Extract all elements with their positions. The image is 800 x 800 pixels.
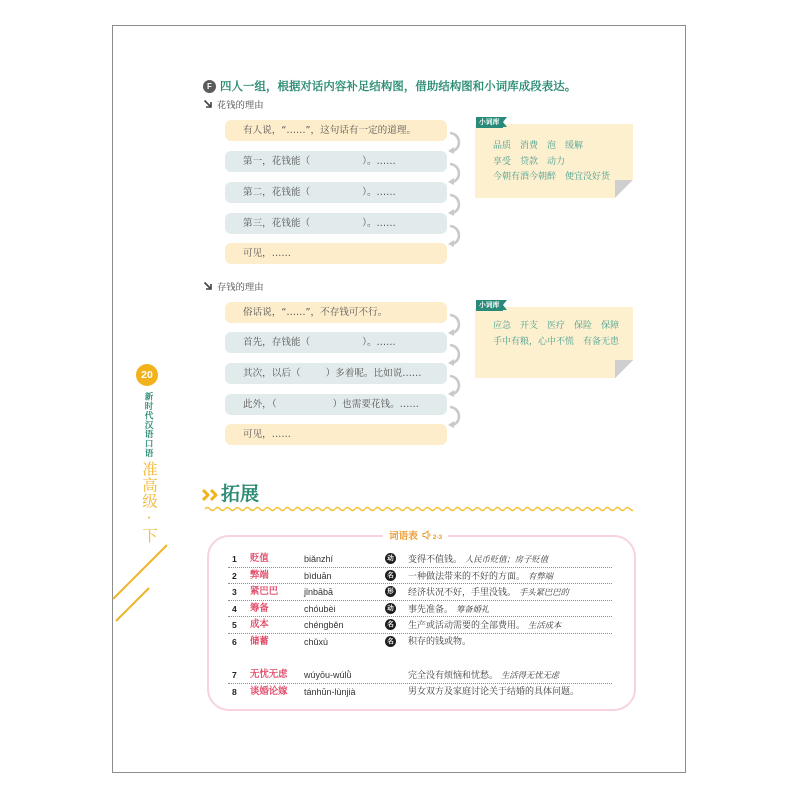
step-text: ）多着呢。比如说…… <box>325 368 422 379</box>
curved-arrow-icon <box>446 193 464 217</box>
vocab-pinyin: chǔxù <box>304 636 329 647</box>
table-row <box>228 617 612 634</box>
curved-arrow-icon <box>446 224 464 248</box>
exercise-instruction: 四人一组，根据对话内容补足结构图，借助结构图和小词库成段表达。 <box>220 79 577 93</box>
step-text: 俗话说，“……”，不存钱可不行。 <box>243 307 388 318</box>
section-title-spending <box>203 99 264 112</box>
vocab-example: 人民币贬值；房子贬值 <box>465 554 548 564</box>
step-text: 第二，花钱能（ <box>243 187 311 198</box>
vocab-word: 贬值 <box>250 553 269 564</box>
step-text: 第一，花钱能（ <box>243 156 311 167</box>
vocab-example: 有弊端 <box>528 570 553 581</box>
step-box <box>225 151 447 172</box>
arrow-down-right-icon <box>203 281 213 291</box>
answer-blank <box>277 397 333 407</box>
vocab-word: 筹备 <box>250 602 269 614</box>
vocab-pinyin: biǎnzhí <box>304 554 334 564</box>
vocab-definition: 经济状况不好，手里没钱。 <box>408 588 517 599</box>
word-bank-word: 动力 <box>547 156 566 167</box>
page-number: 20 <box>136 364 158 386</box>
vocabulary-table-header <box>383 527 448 541</box>
row-number: 4 <box>232 603 237 614</box>
answer-blank <box>301 366 326 376</box>
step-box <box>225 424 447 445</box>
word-bank-tag: 小词库 <box>476 117 503 128</box>
word-bank-word: 保险 <box>574 321 593 331</box>
vocab-pinyin: jǐnbābā <box>304 587 334 598</box>
word-bank-line <box>493 170 619 186</box>
step-box <box>225 302 447 323</box>
vocab-word: 储蓄 <box>250 635 269 647</box>
word-bank-line <box>493 335 628 351</box>
word-bank-word: 开支 <box>520 321 539 331</box>
vocab-definition: 积存的钱或物。 <box>408 636 472 647</box>
step-box <box>225 120 447 141</box>
row-number: 5 <box>232 620 237 631</box>
word-bank-word: 缓解 <box>565 141 584 151</box>
part-of-speech-badge: 动 <box>385 553 396 564</box>
answer-blank <box>310 185 362 195</box>
vocabulary-table-title: 词语表 <box>389 531 418 542</box>
word-bank-words <box>493 139 619 186</box>
arrow-down-right-icon <box>203 99 213 109</box>
audio-track-number: 2-3 <box>432 534 443 541</box>
part-of-speech-badge: 名 <box>385 619 396 630</box>
word-bank-word: 便宜没好货 <box>565 172 611 182</box>
diagonal-lines-decoration <box>112 540 182 630</box>
curved-arrow-icon <box>446 405 464 429</box>
step-text: ）。…… <box>362 187 396 198</box>
vocab-pinyin: tánhūn-lùnjià <box>304 686 356 697</box>
word-bank-line <box>493 155 619 171</box>
step-text: ）。…… <box>362 156 396 167</box>
word-bank-line <box>493 139 619 155</box>
section-title-saving <box>203 281 264 294</box>
word-bank-word: 有备无患 <box>583 336 620 347</box>
curved-arrow-icon <box>446 343 464 367</box>
speaker-audio-icon <box>422 530 432 540</box>
answer-blank <box>310 335 362 345</box>
step-text: ）也需要花钱。…… <box>332 399 419 410</box>
vocab-pinyin: wúyōu-wúlǜ <box>304 670 352 680</box>
word-bank-word: 享受 <box>493 156 512 167</box>
row-number: 7 <box>232 670 237 680</box>
word-bank-word: 保障 <box>601 321 620 331</box>
word-bank-word: 应急 <box>493 321 512 331</box>
step-box <box>225 243 447 264</box>
section-heading-extension: 拓展 <box>221 483 260 505</box>
step-text: ）。…… <box>362 218 396 229</box>
curved-arrow-icon <box>446 162 464 186</box>
step-box <box>225 394 447 415</box>
table-row <box>228 601 612 618</box>
answer-blank <box>310 216 362 226</box>
step-text: 其次，以后（ <box>243 368 301 379</box>
vocab-example: 生活成本 <box>528 620 562 631</box>
word-bank-words <box>493 319 628 350</box>
vocab-word: 谈婚论嫁 <box>250 685 288 697</box>
row-number: 2 <box>232 570 237 581</box>
vocab-word: 紧巴巴 <box>250 586 279 598</box>
vocab-definition: 一种做法带来的不好的方面。 <box>408 571 526 582</box>
row-number: 6 <box>232 636 237 647</box>
exercise-badge: F <box>203 80 216 93</box>
word-bank-word: 今朝有酒今朝醉 <box>493 172 557 182</box>
curved-arrow-icon <box>446 374 464 398</box>
table-row <box>228 584 612 601</box>
vocab-pinyin: bìduān <box>304 570 332 581</box>
step-text: 此外，（ <box>243 399 277 410</box>
vocab-word: 无忧无虑 <box>250 669 288 680</box>
vocab-example: 筹备婚礼 <box>456 603 490 614</box>
vocab-pinyin: chéngběn <box>304 620 344 631</box>
vocabulary-group-main <box>228 551 612 651</box>
page-fold-decoration <box>615 360 633 378</box>
row-number: 8 <box>232 686 237 697</box>
word-bank-word: 贷款 <box>520 156 539 167</box>
word-bank-line <box>493 319 628 335</box>
word-bank-word: 泡 <box>547 141 557 151</box>
vocab-word: 成本 <box>250 619 269 631</box>
word-bank-word: 消费 <box>520 141 539 151</box>
vocab-definition: 完全没有烦恼和忧愁。 <box>408 671 499 681</box>
step-text: 有人说，“……”，这句话有一定的道理。 <box>243 125 417 136</box>
table-row <box>228 684 612 701</box>
part-of-speech-badge: 名 <box>385 570 396 581</box>
step-text: 第三，花钱能（ <box>243 218 311 229</box>
book-series-title: 新时代汉语口语 <box>143 392 153 458</box>
vocab-definition: 事先准备。 <box>408 604 454 615</box>
wavy-divider <box>205 505 633 512</box>
section-title-text: 存钱的理由 <box>217 282 264 293</box>
step-box <box>225 213 447 234</box>
table-row <box>228 667 612 684</box>
table-row <box>228 568 612 585</box>
vocab-definition: 生产或活动需要的全部费用。 <box>408 621 526 632</box>
step-text: ）。…… <box>362 337 396 348</box>
vocab-definition: 变得不值钱。 <box>408 555 463 565</box>
vocab-example: 生活得无忧无虑 <box>501 670 560 680</box>
step-text: 首先，存钱能（ <box>243 337 311 348</box>
vocab-pinyin: chóubèi <box>304 603 336 614</box>
vocab-definition: 男女双方及家庭讨论关于结婚的具体问题。 <box>408 686 580 697</box>
part-of-speech-badge: 名 <box>385 636 396 647</box>
curved-arrow-icon <box>446 313 464 337</box>
vocabulary-group-idioms <box>228 667 612 700</box>
vocab-word: 弊端 <box>250 569 269 581</box>
section-title-text: 花钱的理由 <box>217 100 264 111</box>
double-chevron-icon <box>202 488 220 502</box>
part-of-speech-badge: 动 <box>385 603 396 614</box>
step-text: 可见，…… <box>243 248 291 259</box>
table-row <box>228 634 612 651</box>
answer-blank <box>310 154 362 164</box>
step-box <box>225 182 447 203</box>
word-bank-tag: 小词库 <box>476 300 503 311</box>
word-bank-word: 手中有粮，心中不慌 <box>493 336 575 347</box>
step-box <box>225 363 447 384</box>
part-of-speech-badge: 形 <box>385 586 396 597</box>
book-level-title: 准高级·下 <box>140 461 158 544</box>
curved-arrow-icon <box>446 131 464 155</box>
word-bank-word: 品质 <box>493 141 512 151</box>
step-box <box>225 332 447 353</box>
table-row <box>228 551 612 568</box>
row-number: 3 <box>232 587 237 598</box>
row-number: 1 <box>232 554 237 564</box>
vocab-example: 手头紧巴巴的 <box>519 587 569 598</box>
word-bank-word: 医疗 <box>547 321 566 331</box>
step-text: 可见，…… <box>243 429 291 440</box>
